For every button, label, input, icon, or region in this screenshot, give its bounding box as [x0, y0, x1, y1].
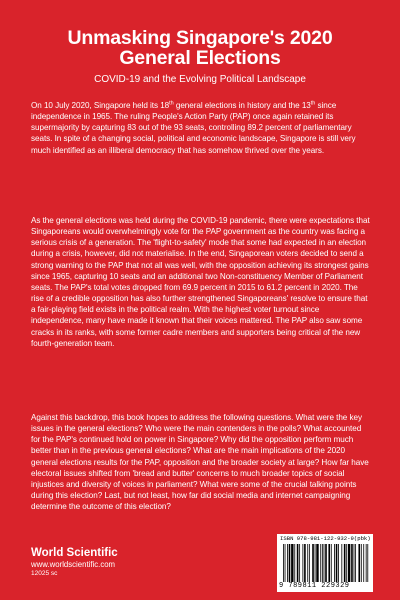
barcode-digits: 9 789811 229329	[279, 582, 350, 590]
barcode-bar	[307, 544, 308, 582]
barcode-bar	[344, 544, 346, 582]
publisher-name: World Scientific	[31, 547, 118, 559]
publisher-block	[31, 547, 118, 578]
barcode-bars	[283, 544, 369, 582]
publisher-code: 12025 sc	[31, 570, 58, 577]
barcode-bar	[358, 544, 360, 582]
barcode-bar	[324, 544, 325, 582]
barcode-bar	[297, 544, 299, 582]
barcode-bar	[283, 544, 284, 582]
book-title	[20, 28, 380, 68]
p1-text-c: since independence in 1965. The ruling People's Action Party (PAP) once again retained its supermajority by capturing 83 out of the 93 seats, controlling 89.2 percent of parliamentary seats. In spite of a changing social, political and economic landscape, Singapore is still very much identified as an illiberal democracy that has somehow thrived over the years.	[31, 101, 356, 155]
publisher-url: www.worldscientific.com	[31, 560, 116, 569]
title-line-1: Unmasking Singapore's 2020	[67, 27, 333, 49]
p1-ordinal-1: th	[169, 100, 174, 107]
blurb-paragraph-2: As the general elections was held during the COVID-19 pandemic, there were expectations that Singaporeans would overwhelmingly vote for the PAP government as the country was facing a serious crisis of a generation. The 'flight-to-safety' mode that some had expected in an election during a crisis, however, did not materialise. In the end, Singaporean voters decided to send a strong warning to the PAP that not all was well, with the opposition achieving its strongest gains since 1965, capturing 10 seats and an additional two Non-constituency Member of Parliament seats. The PAP's total votes dropped from 69.9 percent in 2015 to 61.2 percent in 2020. The rise of a credible opposition has also further strengthened Singaporeans' resolve to ensure that a fair-playing field exists in the political realm. With the highest voter turnout since independence, many have made it known that their voices mattered. The PAP also saw some cracks in its ranks, with some former cadre members and supporters being critical of the new fourth-generation team.	[31, 216, 370, 348]
book-subtitle: COVID-19 and the Evolving Political Landscape	[94, 74, 306, 85]
barcode-bar	[367, 544, 368, 582]
barcode-bar	[334, 544, 335, 582]
barcode-bar	[320, 544, 321, 582]
barcode-bar	[316, 544, 318, 582]
title-line-2: General Elections	[119, 47, 281, 69]
blurb-paragraph-3: Against this backdrop, this book hopes to address the following questions. What were the key issues in the general elections? Who were the main contenders in the polls? What accounted for the PAP's continued hold on power in Singapore? Why did the opposition perform much better than in the previous general elections? What are the main implications of the 2020 general elections results for the PAP, opposition and the broader society at large? How far have electoral issues shifted from 'bread and butter' concerns to much broader topics of social injustices and diversity of voices in parliament? What were some of the crucial talking points during this election? Last, but not least, how far did social media and internet campaigning determine the outcome of this election?	[31, 413, 369, 512]
p1-text-b: general elections in history and the 13	[173, 101, 311, 110]
barcode-bar	[348, 544, 350, 582]
barcode-bar	[322, 544, 323, 582]
barcode-bar	[355, 544, 356, 582]
p1-text-a: On 10 July 2020, Singapore held its 18	[31, 101, 170, 110]
barcode-bar	[309, 544, 310, 582]
barcode-bar	[289, 544, 291, 582]
barcode-bar	[331, 544, 332, 582]
barcode-bar	[294, 544, 295, 582]
barcode-bar	[291, 544, 293, 582]
barcode-bar	[299, 544, 300, 582]
barcode-bar	[341, 544, 342, 582]
barcode-bar	[312, 544, 314, 582]
barcode-bar	[354, 544, 355, 582]
isbn-barcode	[277, 534, 373, 592]
barcode-bar	[338, 544, 339, 582]
barcode-bar	[351, 544, 353, 582]
barcode-bar	[363, 544, 364, 582]
barcode-bar	[315, 544, 316, 582]
barcode-bar	[325, 544, 327, 582]
barcode-bar	[328, 544, 330, 582]
barcode-bar	[304, 544, 306, 582]
barcode-bar	[346, 544, 347, 582]
barcode-bar	[361, 544, 362, 582]
isbn-text: ISBN 978-981-122-932-9(pbk)	[280, 535, 371, 542]
barcode-bar	[336, 544, 338, 582]
barcode-bar	[285, 544, 286, 582]
barcode-bar	[287, 544, 288, 582]
p1-ordinal-2: th	[310, 100, 316, 107]
barcode-bar	[302, 544, 303, 582]
blurb-paragraph-1	[31, 100, 371, 156]
barcode-bar	[366, 544, 367, 582]
